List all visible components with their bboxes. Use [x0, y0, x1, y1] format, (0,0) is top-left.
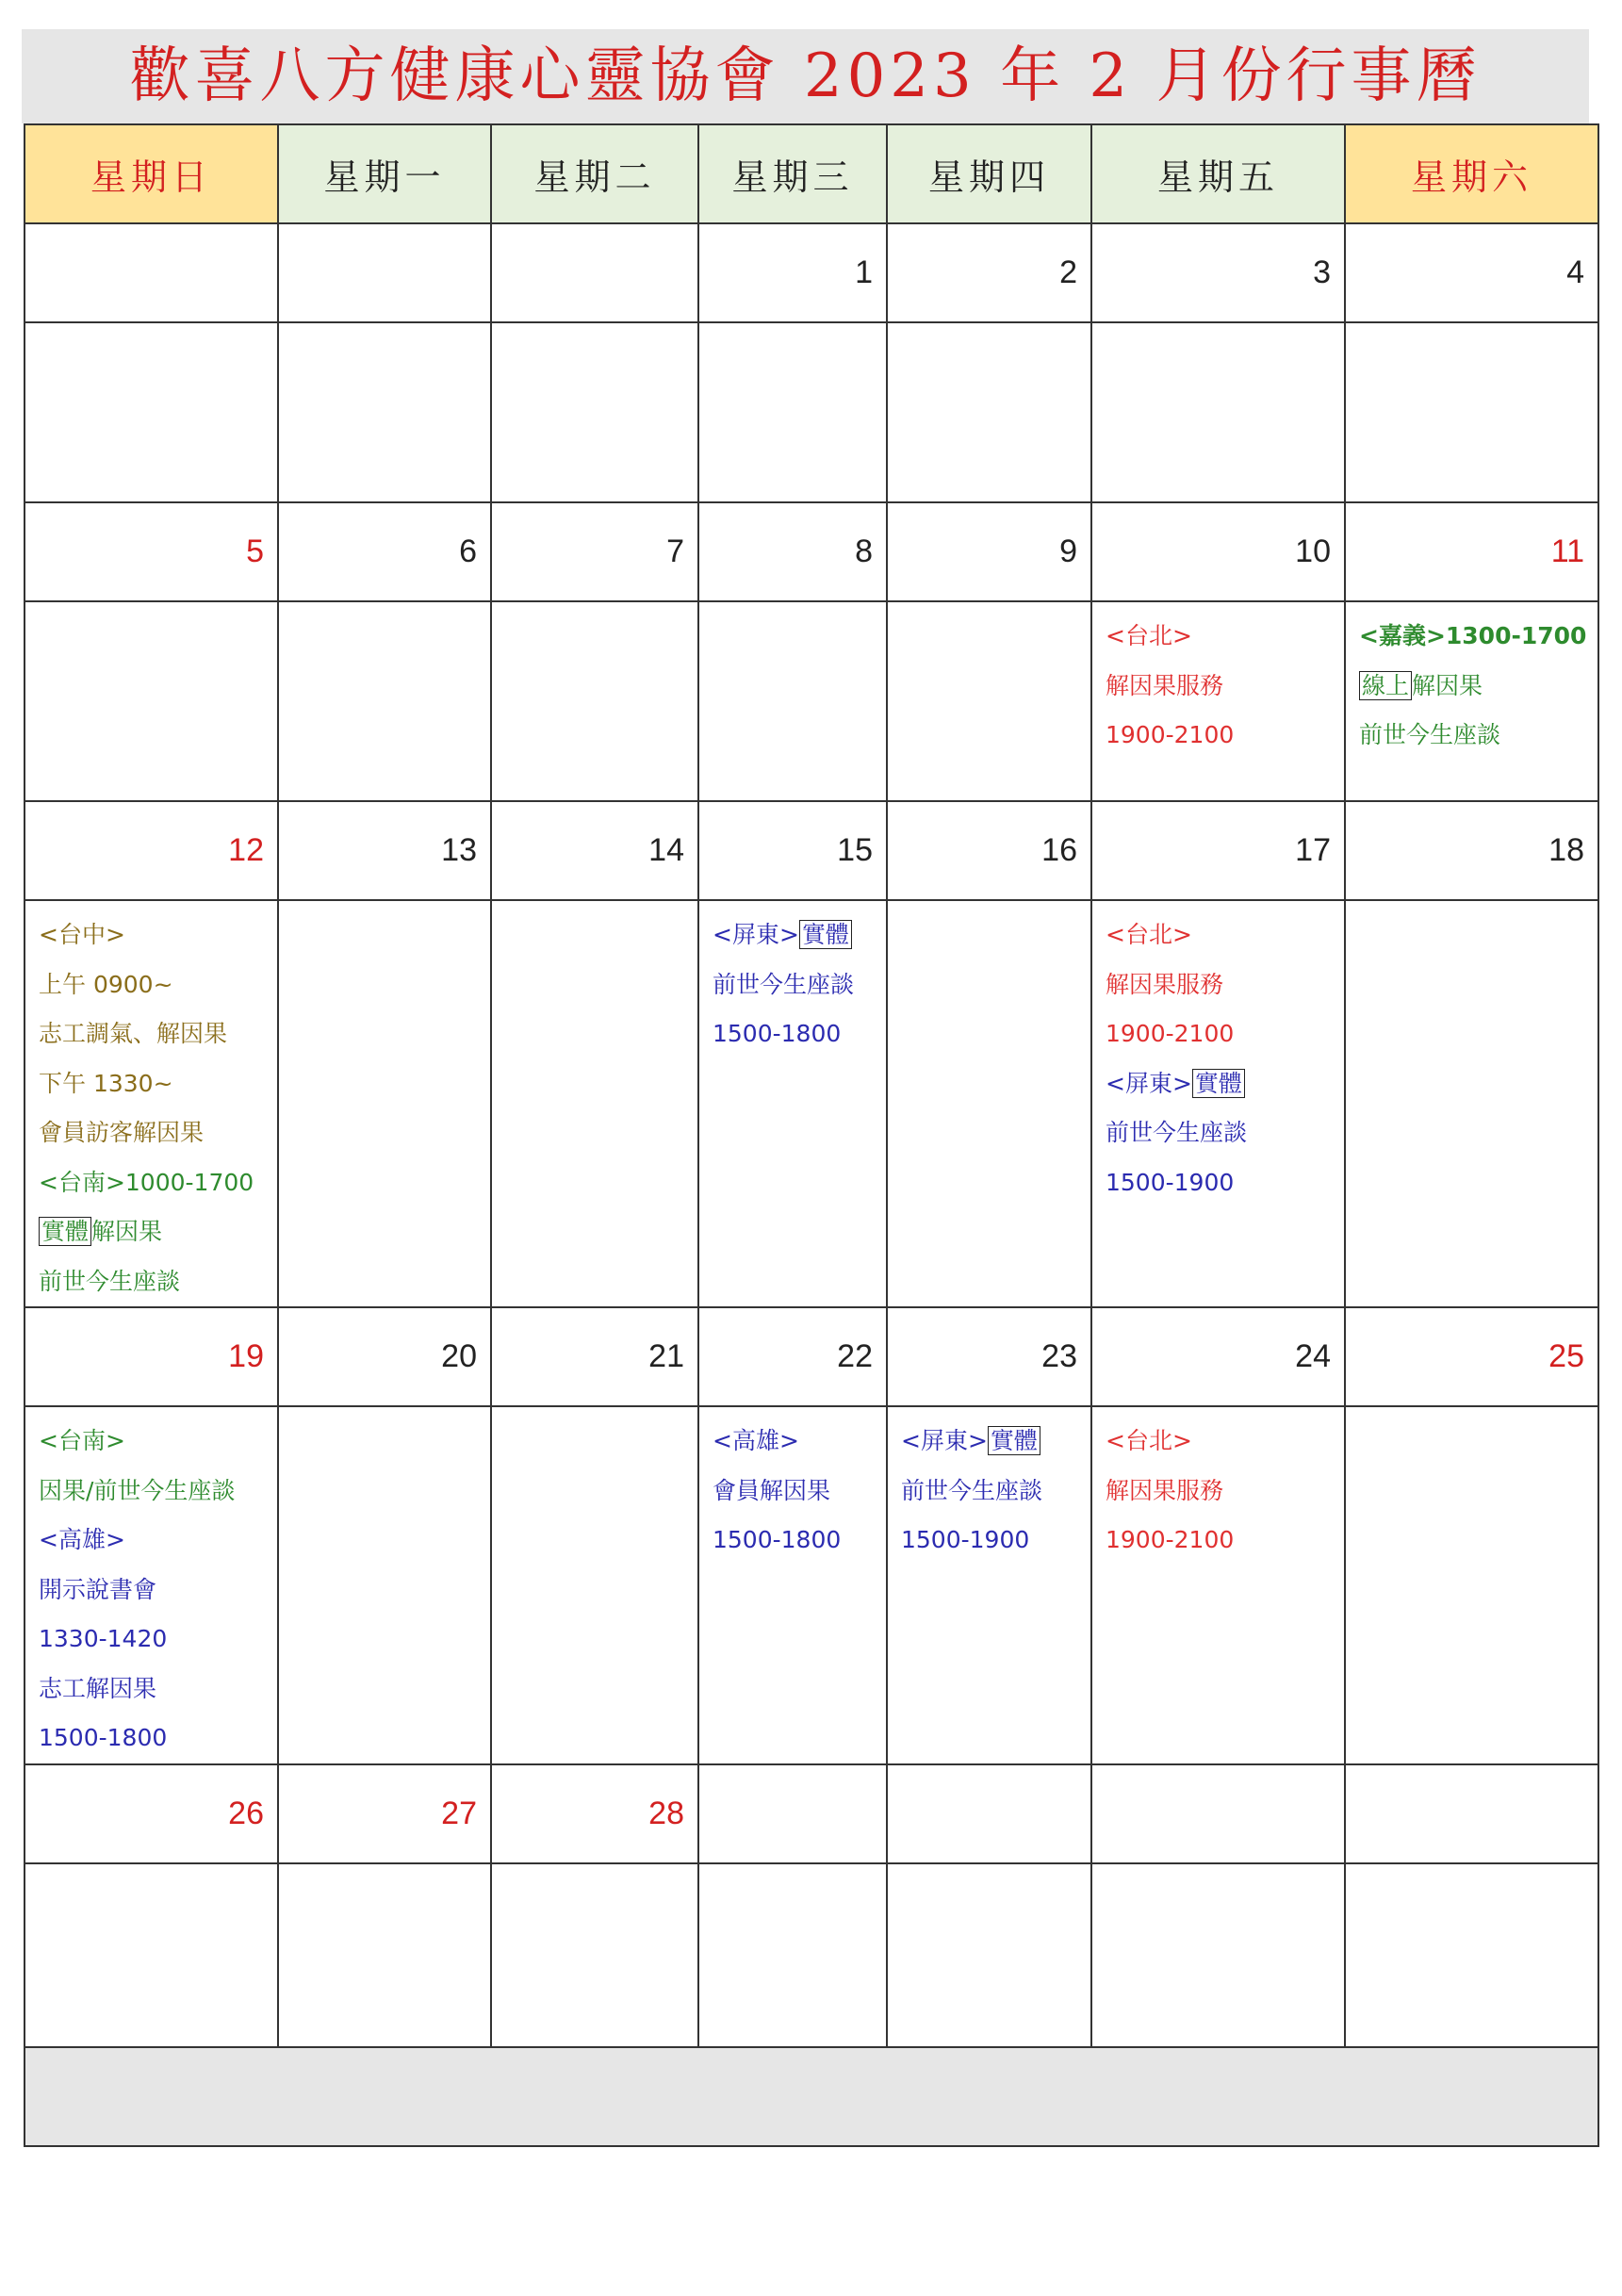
- weekday-header-sat: 星期六: [1345, 124, 1598, 223]
- date-number: 9: [887, 502, 1091, 601]
- date-number: 14: [491, 801, 698, 900]
- date-number: 13: [278, 801, 491, 900]
- weekday-header-mon: 星期一: [278, 124, 491, 223]
- day-events-cell: [698, 900, 887, 1307]
- event-mode-tag: 實體: [1192, 1069, 1245, 1098]
- event-list: [1346, 323, 1597, 333]
- event-line: [39, 1059, 277, 1109]
- day-events-cell: [491, 1863, 698, 2047]
- date-number: 28: [491, 1764, 698, 1863]
- event-line: [713, 1467, 886, 1517]
- week-3-events-row: [25, 900, 1598, 1307]
- event-list: [1092, 1407, 1344, 1566]
- event-text: 解因果服務: [1106, 1476, 1224, 1504]
- event-list: [279, 323, 490, 333]
- date-number: [278, 223, 491, 322]
- event-line: [1106, 1059, 1344, 1109]
- event-text: 1500-1900: [1106, 1168, 1235, 1196]
- event-text: <台北>: [1106, 1427, 1192, 1454]
- week-1-events-row: [25, 322, 1598, 502]
- day-events-cell: [698, 322, 887, 502]
- weekday-header-fri: 星期五: [1091, 124, 1345, 223]
- event-text: 1500-1800: [39, 1724, 168, 1751]
- day-events-cell: [491, 900, 698, 1307]
- event-mode-tag: 線上: [1359, 671, 1412, 700]
- date-number: 7: [491, 502, 698, 601]
- date-number: 6: [278, 502, 491, 601]
- event-line: [1106, 910, 1344, 960]
- event-line: [39, 1417, 277, 1467]
- event-text: <屏東>: [1106, 1069, 1192, 1097]
- day-events-cell: [25, 322, 278, 502]
- event-text: 前世今生座談: [901, 1476, 1043, 1504]
- event-line: [1106, 1516, 1344, 1566]
- date-number: [1345, 1764, 1598, 1863]
- event-text: 1900-2100: [1106, 1526, 1235, 1553]
- event-list: [492, 1864, 697, 1874]
- event-text: 前世今生座談: [39, 1267, 181, 1295]
- event-text: <屏東>: [901, 1427, 988, 1454]
- event-line: [39, 1615, 277, 1665]
- date-number: 15: [698, 801, 887, 900]
- event-text: 解因果: [91, 1218, 163, 1245]
- day-events-cell: [25, 1863, 278, 2047]
- date-number: 18: [1345, 801, 1598, 900]
- day-events-cell: [1091, 1406, 1345, 1764]
- event-line: [901, 1516, 1090, 1566]
- event-line: [1106, 1158, 1344, 1208]
- event-line: [1359, 662, 1597, 712]
- event-mode-tag: 實體: [988, 1426, 1040, 1455]
- event-text: 1500-1800: [713, 1526, 842, 1553]
- event-list: [1346, 602, 1597, 761]
- event-list: [699, 1864, 886, 1874]
- event-list: [492, 323, 697, 333]
- event-text: 解因果服務: [1106, 970, 1224, 998]
- event-line: [39, 1158, 277, 1208]
- weekday-header-thu: 星期四: [887, 124, 1091, 223]
- event-text: 開示說書會: [39, 1575, 157, 1603]
- event-line: [713, 1009, 886, 1059]
- event-mode-tag: 實體: [799, 920, 852, 949]
- event-list: [25, 1864, 277, 1874]
- week-5-events-row: [25, 1863, 1598, 2047]
- day-events-cell: [491, 322, 698, 502]
- event-text: 會員解因果: [713, 1476, 831, 1504]
- event-list: [279, 1864, 490, 1874]
- event-list: [1092, 1864, 1344, 1874]
- event-list: [699, 602, 886, 612]
- date-number: 2: [887, 223, 1091, 322]
- event-list: [1346, 1407, 1597, 1417]
- date-number: 1: [698, 223, 887, 322]
- calendar-body: [25, 124, 1598, 2146]
- event-text: 會員訪客解因果: [39, 1119, 205, 1146]
- date-number: 3: [1091, 223, 1345, 322]
- footer-row: [25, 2047, 1598, 2146]
- event-list: [1092, 323, 1344, 333]
- event-line: [39, 1009, 277, 1059]
- date-number: 20: [278, 1307, 491, 1406]
- day-events-cell: [491, 601, 698, 801]
- day-events-cell: [887, 601, 1091, 801]
- date-number: 22: [698, 1307, 887, 1406]
- day-events-cell: [1091, 601, 1345, 801]
- event-line: [39, 1257, 277, 1307]
- event-line: [1106, 1108, 1344, 1158]
- day-events-cell: [698, 601, 887, 801]
- event-line: [713, 910, 886, 960]
- day-events-cell: [887, 1863, 1091, 2047]
- event-list: [888, 602, 1090, 612]
- date-number: [25, 223, 278, 322]
- event-list: [492, 602, 697, 612]
- event-line: [713, 1516, 886, 1566]
- event-line: [1106, 662, 1344, 712]
- event-list: [279, 901, 490, 910]
- event-list: [25, 1407, 277, 1763]
- event-list: [1092, 602, 1344, 761]
- day-events-cell: [1345, 1406, 1598, 1764]
- event-text: 前世今生座談: [713, 970, 855, 998]
- day-events-cell: [1345, 322, 1598, 502]
- event-line: [39, 1108, 277, 1158]
- week-4-date-row: [25, 1307, 1598, 1406]
- day-events-cell: [1091, 1863, 1345, 2047]
- date-number: 10: [1091, 502, 1345, 601]
- date-number: 4: [1345, 223, 1598, 322]
- calendar-table: [24, 123, 1599, 2147]
- event-list: [888, 901, 1090, 910]
- event-list: [25, 323, 277, 333]
- weekday-header-wed: 星期三: [698, 124, 887, 223]
- event-list: [888, 323, 1090, 333]
- event-text: <台中>: [39, 921, 125, 948]
- weekday-header-tue: 星期二: [491, 124, 698, 223]
- event-text: 志工解因果: [39, 1674, 157, 1702]
- event-list: [279, 602, 490, 612]
- date-number: 17: [1091, 801, 1345, 900]
- week-1-date-row: [25, 223, 1598, 322]
- event-text: 1900-2100: [1106, 1020, 1235, 1047]
- day-events-cell: [25, 1406, 278, 1764]
- day-events-cell: [887, 900, 1091, 1307]
- title-bar: [22, 29, 1589, 123]
- event-text: 志工調氣、解因果: [39, 1020, 228, 1047]
- day-events-cell: [1345, 601, 1598, 801]
- weekday-header-sun: 星期日: [25, 124, 278, 223]
- event-list: [699, 901, 886, 1059]
- event-line: [39, 1665, 277, 1714]
- event-list: [888, 1864, 1090, 1874]
- event-text: 1500-1900: [901, 1526, 1030, 1553]
- event-line: [39, 1516, 277, 1566]
- event-line: [1106, 960, 1344, 1010]
- event-list: [492, 1407, 697, 1417]
- date-number: 27: [278, 1764, 491, 1863]
- event-line: [39, 910, 277, 960]
- event-text: 解因果: [1412, 671, 1483, 699]
- event-line: [1106, 612, 1344, 662]
- date-number: 23: [887, 1307, 1091, 1406]
- event-line: [1106, 1467, 1344, 1517]
- week-2-events-row: [25, 601, 1598, 801]
- day-events-cell: [278, 1406, 491, 1764]
- date-number: 19: [25, 1307, 278, 1406]
- event-line: [1106, 711, 1344, 761]
- day-events-cell: [1345, 900, 1598, 1307]
- event-line: [713, 1417, 886, 1467]
- event-line: [1359, 612, 1597, 662]
- date-number: 26: [25, 1764, 278, 1863]
- event-text: 1500-1800: [713, 1020, 842, 1047]
- event-list: [279, 1407, 490, 1417]
- event-text: 因果/前世今生座談: [39, 1476, 236, 1504]
- date-number: 21: [491, 1307, 698, 1406]
- event-line: [713, 960, 886, 1010]
- event-line: [1106, 1009, 1344, 1059]
- day-events-cell: [887, 322, 1091, 502]
- day-events-cell: [25, 601, 278, 801]
- day-events-cell: [278, 900, 491, 1307]
- week-3-date-row: [25, 801, 1598, 900]
- event-text: <高雄>: [39, 1526, 125, 1553]
- date-number: [1091, 1764, 1345, 1863]
- event-list: [25, 901, 277, 1306]
- event-line: [39, 1467, 277, 1517]
- event-line: [901, 1417, 1090, 1467]
- event-list: [1346, 1864, 1597, 1874]
- event-mode-tag: 實體: [39, 1217, 91, 1246]
- date-number: 25: [1345, 1307, 1598, 1406]
- event-list: [492, 901, 697, 910]
- event-text: 1900-2100: [1106, 721, 1235, 748]
- event-line: [1106, 1417, 1344, 1467]
- event-list: [888, 1407, 1090, 1566]
- event-line: [1359, 711, 1597, 761]
- event-text: 上午 0900~: [39, 970, 173, 998]
- event-line: [901, 1467, 1090, 1517]
- event-list: [699, 323, 886, 333]
- event-line: [39, 1714, 277, 1763]
- event-text: 前世今生座談: [1106, 1119, 1248, 1146]
- event-text: <高雄>: [713, 1427, 799, 1454]
- day-events-cell: [887, 1406, 1091, 1764]
- event-line: [39, 1566, 277, 1615]
- event-text: <屏東>: [713, 921, 799, 948]
- event-text: <台北>: [1106, 921, 1192, 948]
- footer-cell: [25, 2047, 1598, 2146]
- day-events-cell: [278, 322, 491, 502]
- date-number: 11: [1345, 502, 1598, 601]
- day-events-cell: [1091, 900, 1345, 1307]
- day-events-cell: [1091, 322, 1345, 502]
- page-title: 歡喜八方健康心靈協會 2023 年 2 月份行事曆: [129, 41, 1482, 111]
- weekday-header-row: [25, 124, 1598, 223]
- event-text: <台南>1000-1700: [39, 1168, 254, 1196]
- date-number: [698, 1764, 887, 1863]
- day-events-cell: [25, 900, 278, 1307]
- date-number: [491, 223, 698, 322]
- event-text: 下午 1330~: [39, 1069, 173, 1097]
- day-events-cell: [491, 1406, 698, 1764]
- date-number: [887, 1764, 1091, 1863]
- event-line: [39, 1207, 277, 1257]
- date-number: 5: [25, 502, 278, 601]
- week-5-date-row: [25, 1764, 1598, 1863]
- event-list: [25, 602, 277, 612]
- week-4-events-row: [25, 1406, 1598, 1764]
- day-events-cell: [698, 1863, 887, 2047]
- event-text: 1330-1420: [39, 1625, 168, 1652]
- event-text: 解因果服務: [1106, 671, 1224, 699]
- day-events-cell: [278, 1863, 491, 2047]
- date-number: 8: [698, 502, 887, 601]
- date-number: 24: [1091, 1307, 1345, 1406]
- event-line: [39, 960, 277, 1010]
- event-list: [699, 1407, 886, 1566]
- date-number: 12: [25, 801, 278, 900]
- day-events-cell: [1345, 1863, 1598, 2047]
- event-list: [1346, 901, 1597, 910]
- day-events-cell: [698, 1406, 887, 1764]
- event-text: <嘉義>1300-1700: [1359, 622, 1587, 649]
- event-text: 前世今生座談: [1359, 721, 1501, 748]
- week-2-date-row: [25, 502, 1598, 601]
- day-events-cell: [278, 601, 491, 801]
- date-number: 16: [887, 801, 1091, 900]
- event-text: <台南>: [39, 1427, 125, 1454]
- event-list: [1092, 901, 1344, 1207]
- event-text: <台北>: [1106, 622, 1192, 649]
